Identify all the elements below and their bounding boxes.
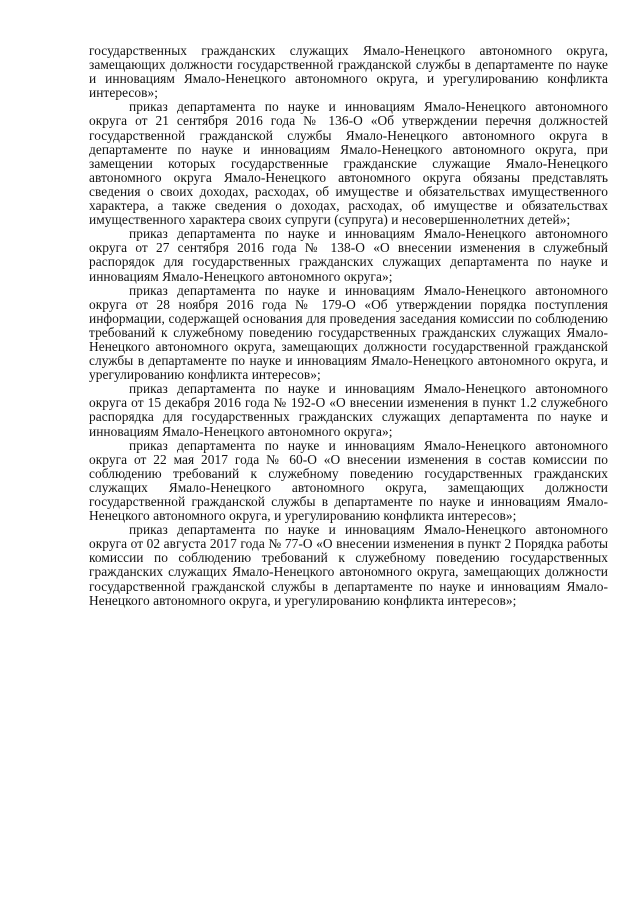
paragraph-order-136: приказ департамента по науке и инновациям Ямало-Ненецкого автономного округа от 21 сентября 2016 года № 136-О «Об утверждении перечня должностей государственной гражданской службы Ямало-Ненецкого автономного округа в департаменте по науке и инновациям Ямало-Ненецкого автономного округа, при замещении которых государственные гражданские служащие Ямало-Ненецкого автономного округа Ямало-Ненецкого автономного округа обязаны представлять сведения о своих доходах, расходах, об имуществе и обязательствах имущественного характера, а также сведения о доходах, расходах, об имуществе и обязательствах имущественного характера своих супруги (супруга) и несовершеннолетних детей»; (89, 99, 608, 228)
paragraph-order-138: приказ департамента по науке и инновациям Ямало-Ненецкого автономного округа от 27 сентября 2016 года № 138-О «О внесении изменения в служебный распорядок для государственных гражданских служащих департамента по науке и инновациям Ямало-Ненецкого автономного округа»; (89, 226, 608, 284)
paragraph-order-77: приказ департамента по науке и инновациям Ямало-Ненецкого автономного округа от 02 августа 2017 года № 77-О «О внесении изменения в пункт 2 Порядка работы комиссии по соблюдению требований к служебному поведению государственных гражданских служащих Ямало-Ненецкого автономного округа, замещающих должности государственной гражданской службы в департаменте по науке и инновациям Ямало-Ненецкого автономного округа, и урегулированию конфликта интересов»; (89, 522, 608, 608)
paragraph-order-179: приказ департамента по науке и инновациям Ямало-Ненецкого автономного округа от 28 ноября 2016 года № 179-О «Об утверждении порядка поступления информации, содержащей основания для проведения заседания комиссии по соблюдению требований к служебному поведению государственных гражданских служащих Ямало-Ненецкого автономного округа, замещающих должности государственной гражданской службы в департаменте по науке и инновациям Ямало-Ненецкого автономного округа, и урегулированию конфликта интересов»; (89, 282, 608, 383)
paragraph-order-192: приказ департамента по науке и инновациям Ямало-Ненецкого автономного округа от 15 декабря 2016 года № 192-О «О внесении изменения в пункт 1.2 служебного распорядка для государственных гражданских служащих департамента по науке и инновациям Ямало-Ненецкого автономного округа»; (89, 381, 608, 439)
document-page (89, 44, 608, 608)
paragraph-order-60: приказ департамента по науке и инновациям Ямало-Ненецкого автономного округа от 22 мая 2017 года № 60-О «О внесении изменения в состав комиссии по соблюдению требований к служебному поведению государственных гражданских служащих Ямало-Ненецкого автономного округа, замещающих должности государственной гражданской службы в департаменте по науке и инновациям Ямало-Ненецкого автономного округа, и урегулированию конфликта интересов»; (89, 437, 608, 524)
paragraph-continuation: государственных гражданских служащих Ямало-Ненецкого автономного округа, замещающих должности государственной гражданской службы в департаменте по науке и инновациям Ямало-Ненецкого автономного округа, и урегулированию конфликта интересов»; (89, 43, 608, 101)
